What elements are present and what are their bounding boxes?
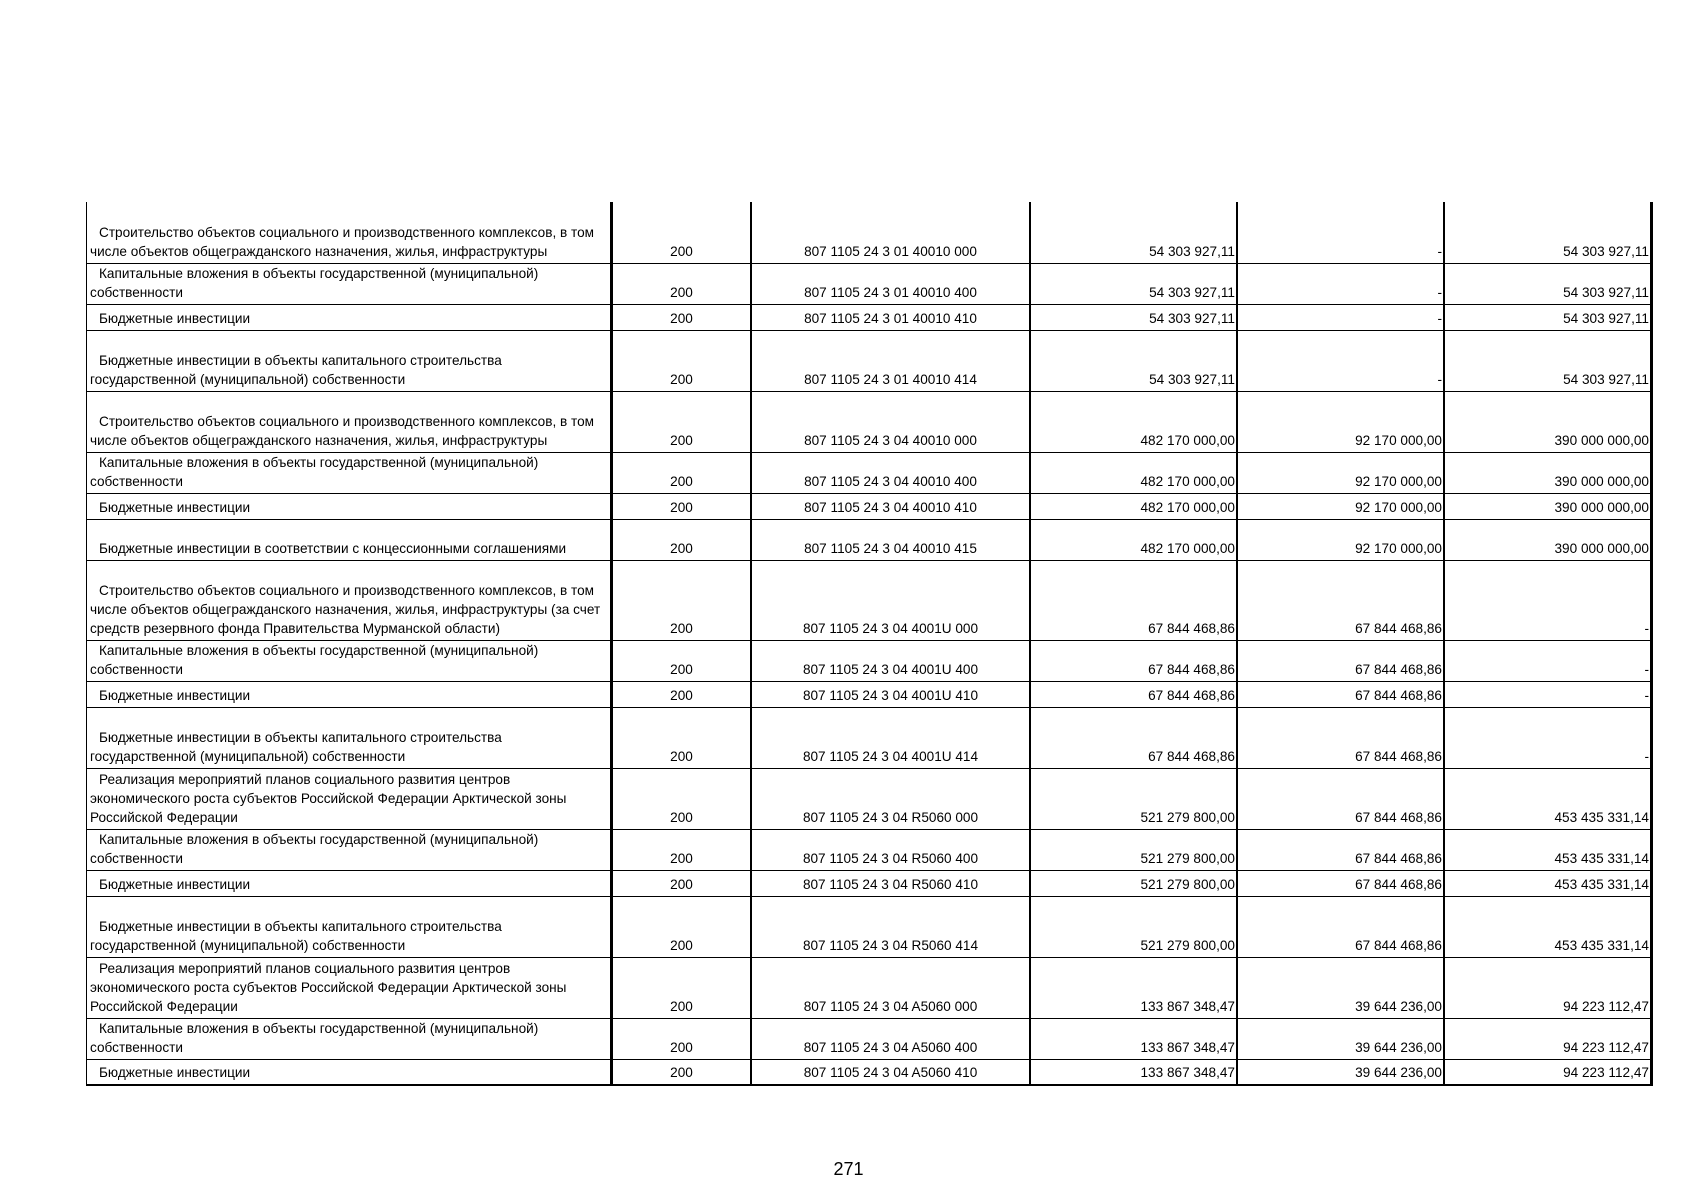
cell-budget-code: 807 1105 24 3 04 4001U 400 [751, 640, 1030, 681]
cell-executed: 67 844 468,86 [1237, 768, 1444, 829]
page-number: 271 [833, 1159, 864, 1179]
cell-unexecuted: 94 223 112,47 [1444, 957, 1652, 1018]
table-row [87, 768, 1652, 829]
cell-line-code: 200 [612, 957, 752, 1018]
cell-approved: 54 303 927,11 [1030, 304, 1237, 330]
cell-unexecuted: 453 435 331,14 [1444, 896, 1652, 957]
cell-approved: 133 867 348,47 [1030, 1059, 1237, 1085]
table-row [87, 493, 1652, 519]
cell-executed: 67 844 468,86 [1237, 707, 1444, 768]
cell-executed: 67 844 468,86 [1237, 896, 1444, 957]
cell-approved: 521 279 800,00 [1030, 870, 1237, 896]
cell-unexecuted: 453 435 331,14 [1444, 768, 1652, 829]
cell-budget-code: 807 1105 24 3 04 4001U 410 [751, 681, 1030, 707]
cell-name: Капитальные вложения в объекты государственной (муниципальной) собственности [87, 1018, 612, 1059]
cell-name: Бюджетные инвестиции в объекты капитального строительства государственной (муниципальной) собственности [87, 896, 612, 957]
cell-budget-code: 807 1105 24 3 01 40010 400 [751, 263, 1030, 304]
cell-unexecuted: 54 303 927,11 [1444, 330, 1652, 391]
cell-unexecuted: 54 303 927,11 [1444, 202, 1652, 263]
cell-approved: 482 170 000,00 [1030, 519, 1237, 560]
cell-name: Реализация мероприятий планов социального развития центров экономического роста субъектов Российской Федерации Арктической зоны Российской Федерации [87, 768, 612, 829]
cell-approved: 54 303 927,11 [1030, 330, 1237, 391]
table-row [87, 1059, 1652, 1085]
cell-executed: 39 644 236,00 [1237, 1059, 1444, 1085]
cell-unexecuted: 54 303 927,11 [1444, 304, 1652, 330]
table-row [87, 1018, 1652, 1059]
cell-line-code: 200 [612, 768, 752, 829]
cell-name: Строительство объектов социального и производственного комплексов, в том числе объектов общегражданского назначения, жилья, инфраструктуры [87, 391, 612, 452]
cell-unexecuted: 390 000 000,00 [1444, 493, 1652, 519]
cell-executed: - [1237, 330, 1444, 391]
cell-budget-code: 807 1105 24 3 04 4001U 414 [751, 707, 1030, 768]
cell-executed: 39 644 236,00 [1237, 1018, 1444, 1059]
cell-executed: 92 170 000,00 [1237, 493, 1444, 519]
table-row [87, 870, 1652, 896]
cell-executed: 67 844 468,86 [1237, 829, 1444, 870]
cell-line-code: 200 [612, 391, 752, 452]
cell-budget-code: 807 1105 24 3 04 4001U 000 [751, 560, 1030, 640]
cell-budget-code: 807 1105 24 3 04 R5060 400 [751, 829, 1030, 870]
table-row [87, 304, 1652, 330]
table-row [87, 330, 1652, 391]
cell-name: Бюджетные инвестиции [87, 870, 612, 896]
cell-unexecuted: 390 000 000,00 [1444, 519, 1652, 560]
cell-line-code: 200 [612, 829, 752, 870]
cell-unexecuted: 453 435 331,14 [1444, 829, 1652, 870]
budget-execution-table [86, 202, 1653, 1086]
cell-approved: 67 844 468,86 [1030, 681, 1237, 707]
cell-line-code: 200 [612, 493, 752, 519]
table-row [87, 560, 1652, 640]
cell-budget-code: 807 1105 24 3 04 R5060 414 [751, 896, 1030, 957]
cell-name: Капитальные вложения в объекты государственной (муниципальной) собственности [87, 829, 612, 870]
cell-line-code: 200 [612, 681, 752, 707]
cell-approved: 521 279 800,00 [1030, 829, 1237, 870]
cell-name: Бюджетные инвестиции [87, 1059, 612, 1085]
cell-executed: 67 844 468,86 [1237, 560, 1444, 640]
table-row [87, 452, 1652, 493]
table-row [87, 896, 1652, 957]
cell-name: Бюджетные инвестиции [87, 304, 612, 330]
cell-line-code: 200 [612, 560, 752, 640]
cell-executed: 92 170 000,00 [1237, 519, 1444, 560]
cell-approved: 482 170 000,00 [1030, 493, 1237, 519]
cell-executed: 67 844 468,86 [1237, 640, 1444, 681]
cell-name: Бюджетные инвестиции в соответствии с концессионными соглашениями [87, 519, 612, 560]
cell-unexecuted: 453 435 331,14 [1444, 870, 1652, 896]
table-row [87, 681, 1652, 707]
cell-approved: 482 170 000,00 [1030, 452, 1237, 493]
cell-unexecuted: - [1444, 707, 1652, 768]
cell-line-code: 200 [612, 1059, 752, 1085]
cell-executed: 92 170 000,00 [1237, 452, 1444, 493]
cell-line-code: 200 [612, 1018, 752, 1059]
cell-name: Реализация мероприятий планов социального развития центров экономического роста субъектов Российской Федерации Арктической зоны Российской Федерации [87, 957, 612, 1018]
table-row [87, 391, 1652, 452]
cell-approved: 521 279 800,00 [1030, 768, 1237, 829]
table-body [87, 202, 1652, 1085]
cell-unexecuted: 94 223 112,47 [1444, 1059, 1652, 1085]
table-row [87, 640, 1652, 681]
table-row [87, 202, 1652, 263]
cell-executed: 67 844 468,86 [1237, 870, 1444, 896]
cell-budget-code: 807 1105 24 3 01 40010 414 [751, 330, 1030, 391]
cell-line-code: 200 [612, 519, 752, 560]
cell-approved: 67 844 468,86 [1030, 707, 1237, 768]
cell-unexecuted: 390 000 000,00 [1444, 452, 1652, 493]
cell-line-code: 200 [612, 202, 752, 263]
cell-executed: 92 170 000,00 [1237, 391, 1444, 452]
cell-line-code: 200 [612, 304, 752, 330]
cell-name: Строительство объектов социального и производственного комплексов, в том числе объектов общегражданского назначения, жилья, инфраструктуры (за счет средств резервного фонда Правительства Мурманской области) [87, 560, 612, 640]
cell-executed: - [1237, 263, 1444, 304]
cell-line-code: 200 [612, 263, 752, 304]
cell-budget-code: 807 1105 24 3 04 40010 400 [751, 452, 1030, 493]
cell-executed: - [1237, 304, 1444, 330]
cell-approved: 54 303 927,11 [1030, 202, 1237, 263]
cell-name: Капитальные вложения в объекты государственной (муниципальной) собственности [87, 640, 612, 681]
cell-unexecuted: - [1444, 560, 1652, 640]
cell-budget-code: 807 1105 24 3 04 40010 410 [751, 493, 1030, 519]
cell-budget-code: 807 1105 24 3 04 40010 000 [751, 391, 1030, 452]
cell-unexecuted: 390 000 000,00 [1444, 391, 1652, 452]
cell-unexecuted: 54 303 927,11 [1444, 263, 1652, 304]
cell-name: Строительство объектов социального и производственного комплексов, в том числе объектов общегражданского назначения, жилья, инфраструктуры [87, 202, 612, 263]
cell-unexecuted: - [1444, 681, 1652, 707]
cell-name: Бюджетные инвестиции в объекты капитального строительства государственной (муниципальной) собственности [87, 330, 612, 391]
cell-approved: 54 303 927,11 [1030, 263, 1237, 304]
cell-line-code: 200 [612, 707, 752, 768]
cell-approved: 67 844 468,86 [1030, 640, 1237, 681]
cell-name: Бюджетные инвестиции в объекты капитального строительства государственной (муниципальной) собственности [87, 707, 612, 768]
cell-line-code: 200 [612, 330, 752, 391]
cell-budget-code: 807 1105 24 3 01 40010 000 [751, 202, 1030, 263]
cell-approved: 133 867 348,47 [1030, 957, 1237, 1018]
cell-budget-code: 807 1105 24 3 01 40010 410 [751, 304, 1030, 330]
table-row [87, 957, 1652, 1018]
cell-executed: 39 644 236,00 [1237, 957, 1444, 1018]
cell-unexecuted: 94 223 112,47 [1444, 1018, 1652, 1059]
cell-name: Бюджетные инвестиции [87, 681, 612, 707]
cell-budget-code: 807 1105 24 3 04 A5060 410 [751, 1059, 1030, 1085]
cell-line-code: 200 [612, 640, 752, 681]
cell-approved: 67 844 468,86 [1030, 560, 1237, 640]
cell-executed: - [1237, 202, 1444, 263]
cell-approved: 482 170 000,00 [1030, 391, 1237, 452]
cell-unexecuted: - [1444, 640, 1652, 681]
cell-line-code: 200 [612, 896, 752, 957]
cell-budget-code: 807 1105 24 3 04 A5060 400 [751, 1018, 1030, 1059]
cell-name: Бюджетные инвестиции [87, 493, 612, 519]
cell-executed: 67 844 468,86 [1237, 681, 1444, 707]
cell-line-code: 200 [612, 452, 752, 493]
cell-approved: 133 867 348,47 [1030, 1018, 1237, 1059]
cell-line-code: 200 [612, 870, 752, 896]
cell-name: Капитальные вложения в объекты государственной (муниципальной) собственности [87, 263, 612, 304]
cell-budget-code: 807 1105 24 3 04 A5060 000 [751, 957, 1030, 1018]
cell-name: Капитальные вложения в объекты государственной (муниципальной) собственности [87, 452, 612, 493]
table-row [87, 707, 1652, 768]
cell-budget-code: 807 1105 24 3 04 40010 415 [751, 519, 1030, 560]
cell-budget-code: 807 1105 24 3 04 R5060 410 [751, 870, 1030, 896]
table-row [87, 829, 1652, 870]
cell-approved: 521 279 800,00 [1030, 896, 1237, 957]
table-row [87, 263, 1652, 304]
cell-budget-code: 807 1105 24 3 04 R5060 000 [751, 768, 1030, 829]
table-row [87, 519, 1652, 560]
